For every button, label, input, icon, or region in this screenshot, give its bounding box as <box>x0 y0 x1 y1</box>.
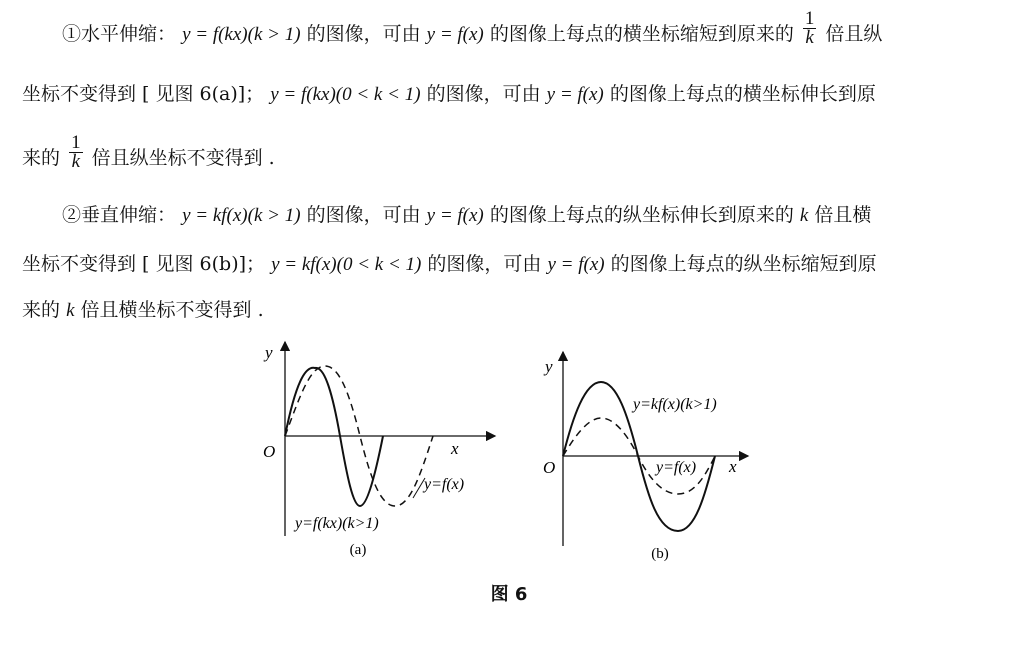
y-axis-label: y <box>545 357 553 376</box>
vertical-line-3 <box>22 298 264 323</box>
curve-f-kx <box>285 368 383 506</box>
vertical-line-1 <box>62 203 871 228</box>
label-f-x: y=f(x) <box>656 459 697 476</box>
text-segment: 倍且纵坐标不变得到 . <box>91 147 275 169</box>
formula-f-kx-k-gt-1: y = f(kx)(k > 1) <box>182 24 301 45</box>
formula-f-x: y = f(x) <box>546 84 604 105</box>
sublabel-a: (a) <box>349 542 367 558</box>
text-segment: 来的 <box>22 147 61 169</box>
figure-a <box>255 336 515 566</box>
fraction-numerator: 1 <box>804 7 815 29</box>
formula-f-kx-0-lt-k-lt-1: y = f(kx)(0 < k < 1) <box>270 84 421 105</box>
label-kf-x: y=kf(x)(k>1) <box>633 396 717 413</box>
text-segment: 的图像，可由 <box>427 253 542 275</box>
text-segment: 倍且横坐标不变得到 . <box>80 299 264 321</box>
x-axis-label: x <box>729 457 737 476</box>
figure-b <box>533 346 763 576</box>
text-segment: 来的 <box>22 299 61 321</box>
vertical-line-2 <box>22 252 877 277</box>
horizontal-line-2 <box>22 82 876 107</box>
text-segment: 的图像，可由 <box>426 83 541 105</box>
vertical-heading: ②垂直伸缩： <box>62 204 177 226</box>
formula-f-x: y = f(x) <box>547 254 605 275</box>
y-axis-label: y <box>265 343 273 362</box>
text-segment: 的图像，可由 <box>306 23 421 45</box>
text-segment: 的图像上每点的横坐标伸长到原 <box>609 83 876 105</box>
figure-caption: 图 6 <box>490 584 528 605</box>
formula-kf-x-k-gt-1: y = kf(x)(k > 1) <box>182 205 301 226</box>
horizontal-line-1 <box>62 7 883 48</box>
variable-k: k <box>66 300 75 321</box>
text-segment: 的图像上每点的横坐标缩短到原来的 <box>489 23 794 45</box>
text-segment: 的图像上每点的纵坐标缩短到原 <box>610 253 877 275</box>
x-axis-label: x <box>451 439 459 458</box>
label-f-x: y=f(x) <box>424 476 465 493</box>
fraction-one-over-k <box>803 7 817 48</box>
variable-k: k <box>799 205 809 226</box>
fraction-denominator: k <box>805 26 814 48</box>
label-f-kx: y=f(kx)(k>1) <box>295 515 379 532</box>
formula-kf-x-0-lt-k-lt-1: y = kf(x)(0 < k < 1) <box>271 254 422 275</box>
formula-f-x: y = f(x) <box>426 205 484 226</box>
text-segment: 的图像上每点的纵坐标伸长到原来的 <box>489 204 794 226</box>
fraction-numerator: 1 <box>71 131 81 153</box>
origin-label: O <box>543 458 556 477</box>
fraction-denominator: k <box>71 150 81 172</box>
origin-label: O <box>263 442 276 461</box>
text-segment: 坐标不变得到 [ 见图 6(b)]； <box>22 253 266 275</box>
text-segment: 倍且横 <box>814 204 872 226</box>
text-segment: 倍且纵 <box>825 23 883 45</box>
sublabel-b: (b) <box>651 546 669 562</box>
text-segment: 坐标不变得到 [ 见图 6(a)]； <box>22 83 265 105</box>
horizontal-line-3 <box>22 131 275 172</box>
horizontal-heading: ①水平伸缩： <box>62 23 177 45</box>
formula-f-x: y = f(x) <box>426 24 484 45</box>
fraction-one-over-k <box>69 131 83 172</box>
text-segment: 的图像，可由 <box>306 204 421 226</box>
